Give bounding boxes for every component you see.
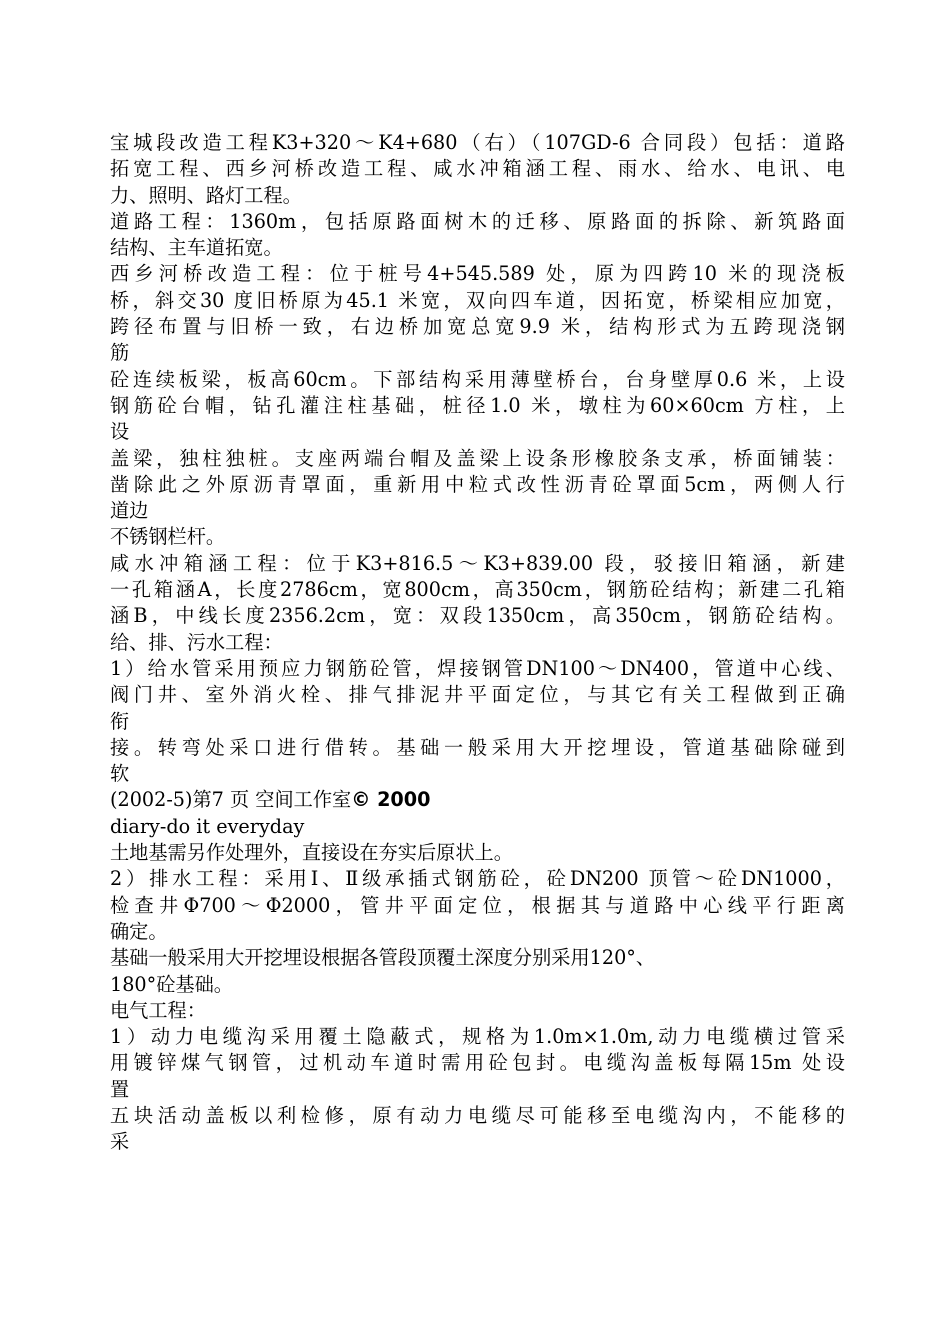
text-line: 设 <box>110 420 130 444</box>
text-line: 西乡河桥改造工程：位于桩号4+545.589 处，原为四跨10 米的现浇板 <box>110 262 845 286</box>
text-line: 宝城段改造工程K3+320～K4+680（右）（107GD-6 合同段）包括：道路 <box>110 131 845 154</box>
document-page <box>110 130 845 1156</box>
page-footer-text: (2002-5)第7 页 空间工作室 <box>110 788 352 812</box>
text-line: 道路工程：1360m，包括原路面树木的迁移、原路面的拆除、新筑路面 <box>110 209 845 233</box>
text-line: 砼连续板梁，板高60cm。下部结构采用薄壁桥台，台身壁厚0.6 米，上设 <box>110 367 845 391</box>
text-line: 2）排水工程：采用Ⅰ、Ⅱ级承插式钢筋砼，砼DN200 顶管～砼DN1000， <box>110 867 845 891</box>
text-line: 1）动力电缆沟采用覆土隐蔽式，规格为1.0m×1.0m,动力电缆横过管采 <box>110 1025 845 1049</box>
page-header-note: diary-do it everyday <box>110 814 305 838</box>
text-line: 钢筋砼台帽，钻孔灌注柱基础，桩径1.0 米，墩柱为60×60cm 方柱，上 <box>110 393 845 417</box>
text-line: 结构、主车道拓宽。 <box>110 236 283 260</box>
text-line: 衔 <box>110 709 130 733</box>
text-line: 基础一般采用大开挖埋设根据各管段顶覆土深度分别采用120°、 <box>110 946 656 970</box>
text-line: 1）给水管采用预应力钢筋砼管，焊接钢管DN100～DN400，管道中心线、 <box>110 656 845 680</box>
text-line: 道边 <box>110 499 149 523</box>
text-line: 涵B，中线长度2356.2cm，宽：双段1350cm，高350cm，钢筋砼结构。 <box>110 604 845 628</box>
text-line: 五块活动盖板以利检修，原有动力电缆尽可能移至电缆沟内，不能移的 <box>110 1103 845 1127</box>
page-footer <box>110 787 845 813</box>
text-line: 确定。 <box>110 919 168 943</box>
text-line: 检查井Φ700～Φ2000，管井平面定位，根据其与道路中心线平行距离 <box>110 893 845 917</box>
text-line: 力、照明、路灯工程。 <box>110 183 302 207</box>
text-line: 一孔箱涵A，长度2786cm，宽800cm，高350cm，钢筋砼结构；新建二孔箱 <box>110 578 845 602</box>
text-line: 采 <box>110 1130 130 1154</box>
text-line: 置 <box>110 1077 130 1101</box>
text-line: 盖梁，独柱独桩。支座两端台帽及盖梁上设条形橡胶条支承，桥面铺装： <box>110 446 845 470</box>
text-line: 阀门井、室外消火栓、排气排泥井平面定位，与其它有关工程做到正确 <box>110 683 845 707</box>
text-line: 凿除此之外原沥青罩面，重新用中粒式改性沥青砼罩面5cm，两侧人行 <box>110 472 845 496</box>
text-line: 拓宽工程、西乡河桥改造工程、咸水冲箱涵工程、雨水、给水、电讯、电 <box>110 157 845 181</box>
text-line: 软 <box>110 762 130 786</box>
text-line: 180°砼基础。 <box>110 972 233 996</box>
text-line: 用镀锌煤气钢管，过机动车道时需用砼包封。电缆沟盖板每隔15m 处设 <box>110 1051 845 1075</box>
text-line: 跨径布置与旧桥一致，右边桥加宽总宽9.9 米，结构形式为五跨现浇钢 <box>110 315 845 339</box>
text-line: 给、排、污水工程： <box>110 630 283 654</box>
text-line: 接。转弯处采口进行借转。基础一般采用大开挖埋设，管道基础除碰到 <box>110 735 845 759</box>
text-line: 咸水冲箱涵工程：位于K3+816.5～K3+839.00 段，驳接旧箱涵，新建 <box>110 551 845 575</box>
text-line: 桥，斜交30 度旧桥原为45.1 米宽，双向四车道，因拓宽，桥梁相应加宽， <box>110 288 845 312</box>
text-line: 不锈钢栏杆。 <box>110 525 226 549</box>
text-line: 电气工程： <box>110 998 206 1022</box>
text-line: 土地基需另作处理外，直接设在夯实后原状上。 <box>110 841 513 865</box>
text-line: 筋 <box>110 341 130 365</box>
copyright-notice: © 2000 <box>351 788 431 812</box>
